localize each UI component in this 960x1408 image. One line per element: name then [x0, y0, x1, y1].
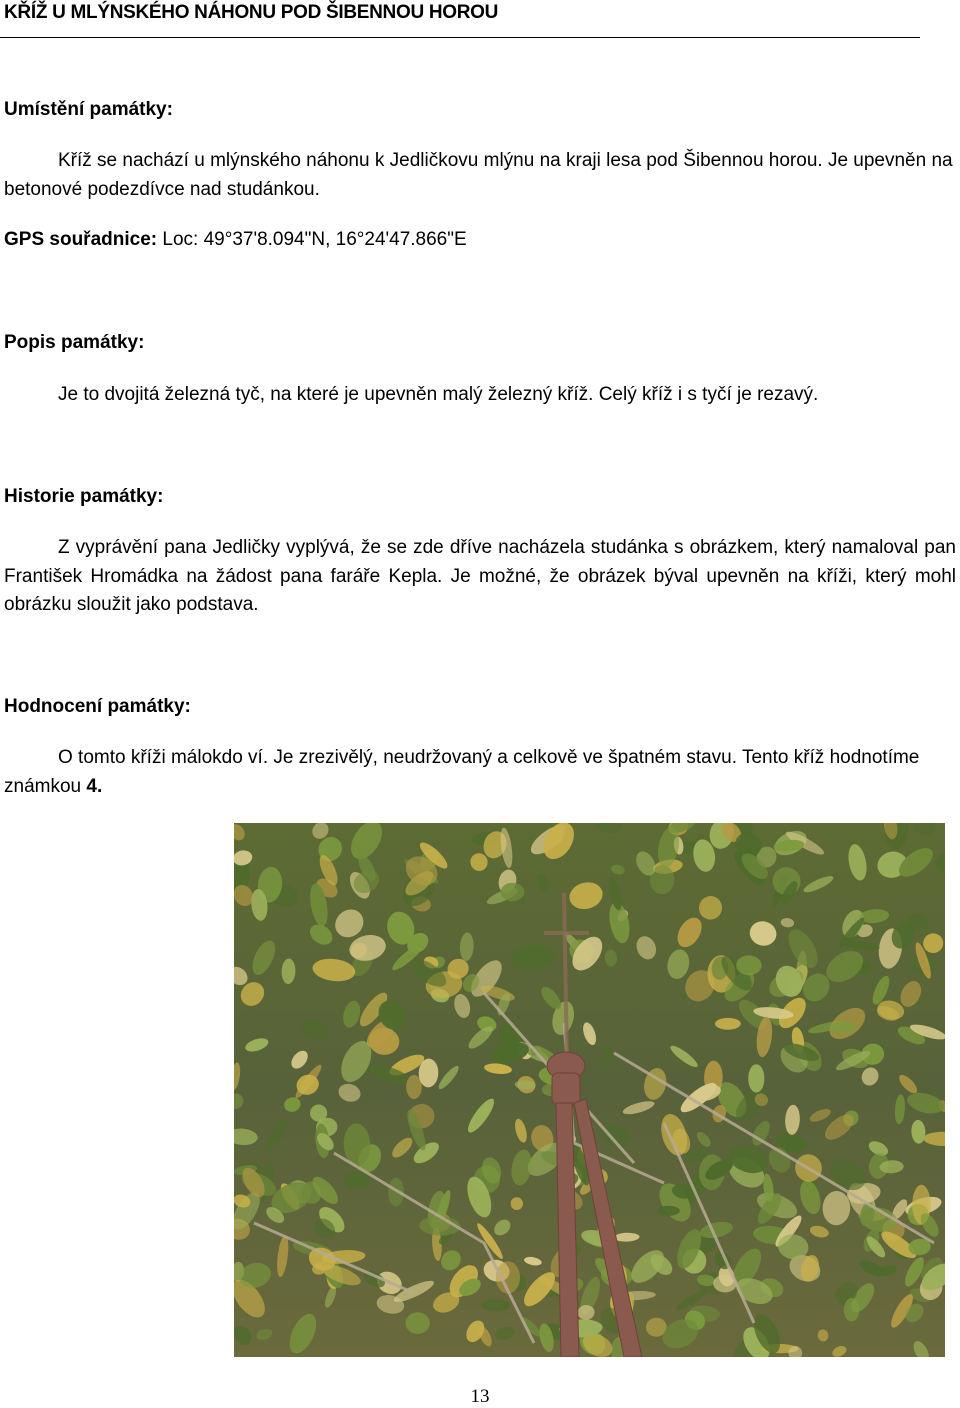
photo-leaf: [657, 1206, 680, 1216]
description-heading: Popis památky:: [4, 332, 145, 353]
location-text-content: Kříž se nachází u mlýnského náhonu k Jedličkovu mlýnu na kraji lesa pod Šibennou horou. Je upevněn na betonové podezdívce nad studánkou.: [4, 150, 953, 200]
description-text-content: Je to dvojitá železná tyč, na které je upevněn malý železný kříž. Celý kříž i s tyčí je rezavý.: [58, 384, 819, 405]
gps-label: GPS souřadnice:: [4, 229, 158, 250]
photo-leaf: [715, 1018, 741, 1030]
cross-photo-drawing: [234, 823, 945, 1357]
photo-leaf: [844, 1298, 860, 1322]
evaluation-heading: Hodnocení památky:: [4, 696, 191, 717]
evaluation-text-content: O tomto kříži málokdo ví. Je zrezivělý, neudržovaný a celkově ve špatném stavu. Tento kříž hodnotíme známkou: [4, 747, 920, 797]
evaluation-grade: 4.: [86, 775, 103, 797]
location-heading: Umístění památky:: [4, 99, 173, 120]
history-text: [4, 534, 956, 620]
location-text: [4, 147, 956, 204]
photo-leaf: [481, 1299, 509, 1312]
description-text: [4, 381, 956, 410]
evaluation-text: [4, 744, 956, 801]
page-number: 13: [470, 1386, 490, 1407]
page-title: KŘÍŽ U MLÝNSKÉHO NÁHONU POD ŠIBENNOU HOROU: [4, 2, 499, 23]
history-heading: Historie památky:: [4, 486, 164, 507]
photo-leaf: [406, 1312, 430, 1334]
gps-value: Loc: 49°37'8.094"N, 16°24'47.866"E: [162, 229, 467, 250]
title-rule: [0, 37, 920, 38]
cross-photo: [234, 823, 945, 1357]
history-text-content: Z vyprávění pana Jedličky vyplývá, že se zde dříve nacházela studánka s obrázkem, který namaloval pan František Hromádka na žádost pana faráře Kepla. Je možné, že obrázek býval upevněn na kříži, který mohl obrázku sloužit jako podstava.: [4, 537, 956, 615]
gps-line: [4, 229, 467, 251]
photo-leaf: [748, 1064, 764, 1092]
